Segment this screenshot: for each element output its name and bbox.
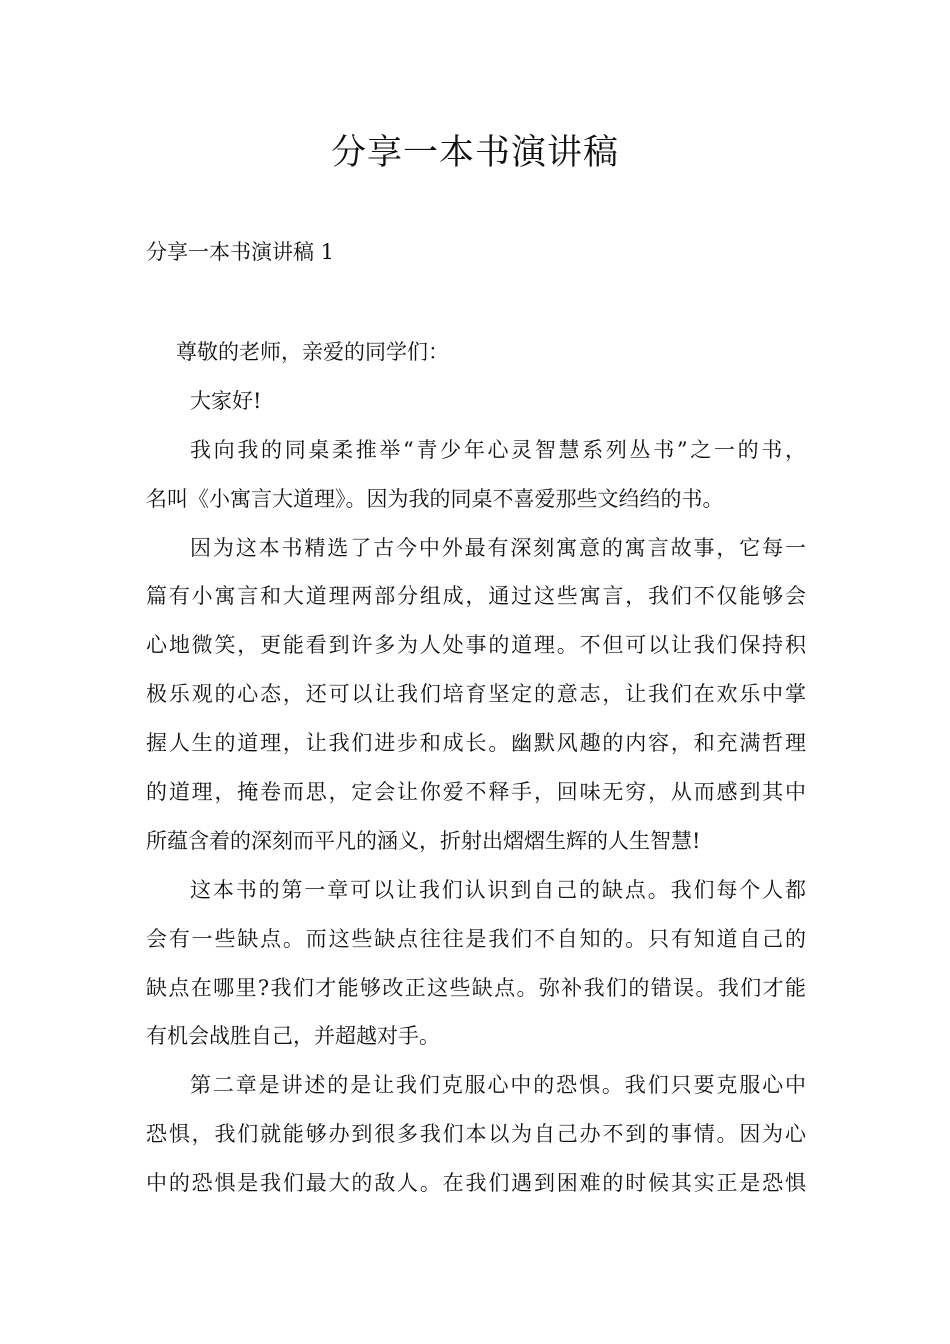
paragraph-line: 缺点在哪里?我们才能够改正这些缺点。弥补我们的错误。我们才能 <box>146 975 806 1000</box>
section-heading: 分享一本书演讲稿 1 <box>146 240 335 264</box>
document-title: 分享一本书演讲稿 <box>330 133 619 173</box>
paragraph-line: 心地微笑，更能看到许多为人处事的道理。不但可以让我们保持积 <box>146 633 806 658</box>
paragraph-line: 握人生的道理，让我们进步和成长。幽默风趣的内容，和充满哲理 <box>146 731 806 756</box>
paragraph-line: 第二章是讲述的是让我们克服心中的恐惧。我们只要克服心中 <box>190 1073 806 1098</box>
paragraph-line: 所蕴含着的深刻而平凡的涵义，折射出熠熠生辉的人生智慧! <box>146 828 701 853</box>
document-body <box>146 336 806 1216</box>
salutation-line: 尊敬的老师，亲爱的同学们： <box>176 340 449 364</box>
paragraph-line: 恐惧，我们就能够办到很多我们本以为自己办不到的事情。因为心 <box>146 1122 806 1147</box>
paragraph-line: 名叫《小寓言大道理》。因为我的同桌不喜爱那些文绉绉的书。 <box>146 486 724 511</box>
paragraph-line: 中的恐惧是我们最大的敌人。在我们遇到困难的时候其实正是恐惧 <box>146 1171 806 1196</box>
paragraph-line: 篇有小寓言和大道理两部分组成，通过这些寓言，我们不仅能够会 <box>146 584 806 609</box>
paragraph-line: 会有一些缺点。而这些缺点往往是我们不自知的。只有知道自己的 <box>146 926 806 951</box>
paragraph-line: 极乐观的心态，还可以让我们培育坚定的意志，让我们在欢乐中掌 <box>146 682 806 707</box>
paragraph-line: 我向我的同桌柔推举“青少年心灵智慧系列丛书”之一的书， <box>190 437 806 462</box>
paragraph-line: 的道理，掩卷而思，定会让你爱不释手，回味无穷，从而感到其中 <box>146 780 806 805</box>
paragraph-line: 有机会战胜自己，并超越对手。 <box>146 1024 440 1049</box>
paragraph-line: 因为这本书精选了古今中外最有深刻寓意的寓言故事，它每一 <box>190 535 806 560</box>
greeting-line: 大家好! <box>190 388 262 413</box>
paragraph-line: 这本书的第一章可以让我们认识到自己的缺点。我们每个人都 <box>190 877 806 902</box>
